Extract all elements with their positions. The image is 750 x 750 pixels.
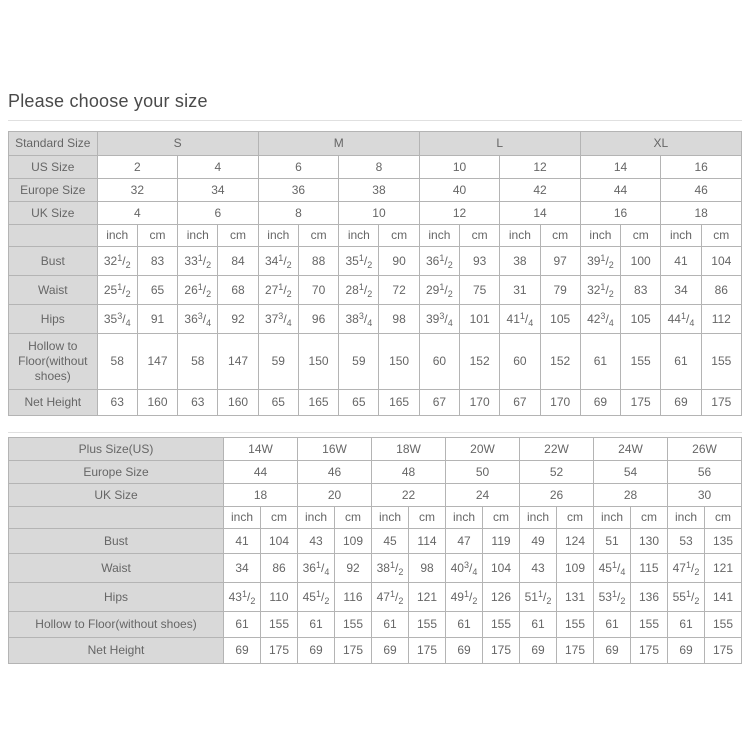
measure-value: 58	[97, 334, 137, 390]
measure-value: 38	[500, 247, 540, 276]
size-value: 4	[97, 202, 178, 225]
unit-label-cm: cm	[218, 225, 258, 247]
table-row	[9, 247, 742, 276]
measure-value: 70	[298, 276, 338, 305]
measure-value: 61	[594, 612, 631, 638]
table-row	[9, 132, 742, 156]
table-row	[9, 202, 742, 225]
row-label: US Size	[9, 156, 98, 179]
measure-value: 119	[483, 529, 520, 554]
unit-label-inch: inch	[500, 225, 540, 247]
size-value: 4	[178, 156, 259, 179]
unit-label-cm: cm	[460, 225, 500, 247]
measure-value: 90	[379, 247, 419, 276]
size-value: 22	[372, 484, 446, 507]
measure-value: $45^1/_4$	[594, 554, 631, 583]
size-value: 6	[178, 202, 259, 225]
measure-value: 60	[419, 334, 459, 390]
unit-label-cm: cm	[705, 507, 742, 529]
size-value: 32	[97, 179, 178, 202]
measure-value: 131	[557, 583, 594, 612]
size-value: 46	[298, 461, 372, 484]
measure-value: 135	[705, 529, 742, 554]
measure-value: 61	[520, 612, 557, 638]
measure-value: 175	[483, 638, 520, 664]
measure-value: 121	[705, 554, 742, 583]
measure-value: 175	[621, 390, 661, 416]
measure-value: 155	[701, 334, 741, 390]
table-divider	[8, 432, 742, 433]
measure-value: 92	[335, 554, 372, 583]
measure-value: $49^1/_2$	[446, 583, 483, 612]
measure-value: 175	[335, 638, 372, 664]
measure-value: 98	[409, 554, 446, 583]
measure-value: 112	[701, 305, 741, 334]
measure-value: $51^1/_2$	[520, 583, 557, 612]
measure-value: 155	[621, 334, 661, 390]
measure-value: 130	[631, 529, 668, 554]
size-group-header: S	[97, 132, 258, 156]
measure-value: $35^1/_2$	[339, 247, 379, 276]
measure-value: 69	[372, 638, 409, 664]
measure-value: 115	[631, 554, 668, 583]
measure-value: 61	[224, 612, 261, 638]
measure-value: 165	[298, 390, 338, 416]
measure-value: 75	[460, 276, 500, 305]
table-row	[9, 225, 742, 247]
measure-value: 61	[446, 612, 483, 638]
measure-value: 86	[701, 276, 741, 305]
measure-value: 155	[261, 612, 298, 638]
measure-value: 34	[661, 276, 701, 305]
unit-label-cm: cm	[701, 225, 741, 247]
measure-value: 67	[500, 390, 540, 416]
unit-label-cm: cm	[261, 507, 298, 529]
measure-value: $44^1/_4$	[661, 305, 701, 334]
measure-value: 165	[379, 390, 419, 416]
measure-value: 69	[594, 638, 631, 664]
measure-value: 114	[409, 529, 446, 554]
unit-label-inch: inch	[97, 225, 137, 247]
measure-value: 110	[261, 583, 298, 612]
measure-value: $38^1/_2$	[372, 554, 409, 583]
size-value: 12	[500, 156, 581, 179]
size-group-header: L	[419, 132, 580, 156]
table-row	[9, 461, 742, 484]
unit-label-inch: inch	[580, 225, 620, 247]
table-row	[9, 529, 742, 554]
measure-value: 88	[298, 247, 338, 276]
unit-label-inch: inch	[661, 225, 701, 247]
row-label: Hollow to Floor(without shoes)	[9, 612, 224, 638]
measure-value: $33^1/_2$	[178, 247, 218, 276]
measure-value: $28^1/_2$	[339, 276, 379, 305]
measure-value: 136	[631, 583, 668, 612]
unit-label-cm: cm	[137, 225, 177, 247]
measure-value: 65	[137, 276, 177, 305]
unit-label-inch: inch	[178, 225, 218, 247]
size-value: 40	[419, 179, 500, 202]
unit-label-inch: inch	[224, 507, 261, 529]
row-label: UK Size	[9, 484, 224, 507]
measure-value: 155	[557, 612, 594, 638]
table-row	[9, 179, 742, 202]
measure-value: 101	[460, 305, 500, 334]
measure-value: 41	[661, 247, 701, 276]
unit-label-inch: inch	[594, 507, 631, 529]
measure-value: 100	[621, 247, 661, 276]
measure-value: $37^3/_4$	[258, 305, 298, 334]
measure-value: 72	[379, 276, 419, 305]
unit-label-inch: inch	[520, 507, 557, 529]
size-value: 24	[446, 484, 520, 507]
measure-value: 59	[339, 334, 379, 390]
measure-value: 126	[483, 583, 520, 612]
measure-value: 147	[137, 334, 177, 390]
size-value: 26W	[668, 438, 742, 461]
measure-value: 175	[701, 390, 741, 416]
size-value: 12	[419, 202, 500, 225]
measure-value: 175	[261, 638, 298, 664]
size-value: 20	[298, 484, 372, 507]
measure-value: $26^1/_2$	[178, 276, 218, 305]
row-label: Europe Size	[9, 461, 224, 484]
unit-label-inch: inch	[372, 507, 409, 529]
measure-value: 152	[460, 334, 500, 390]
unit-label-inch: inch	[419, 225, 459, 247]
unit-label-cm: cm	[409, 507, 446, 529]
row-label: Hips	[9, 305, 98, 334]
row-label: UK Size	[9, 202, 98, 225]
measure-value: 69	[668, 638, 705, 664]
size-value: 16	[661, 156, 742, 179]
measure-value: 104	[483, 554, 520, 583]
measure-value: 160	[218, 390, 258, 416]
measure-value: $47^1/_2$	[668, 554, 705, 583]
measure-value: 65	[258, 390, 298, 416]
measure-value: 49	[520, 529, 557, 554]
standard-size-table	[8, 131, 742, 416]
measure-value: 104	[701, 247, 741, 276]
size-value: 14W	[224, 438, 298, 461]
unit-label-cm: cm	[557, 507, 594, 529]
table-row	[9, 638, 742, 664]
size-value: 48	[372, 461, 446, 484]
measure-value: 155	[335, 612, 372, 638]
size-value: 16W	[298, 438, 372, 461]
unit-label-cm: cm	[540, 225, 580, 247]
measure-value: 160	[137, 390, 177, 416]
row-label: Hollow to Floor(without shoes)	[9, 334, 98, 390]
measure-value: 93	[460, 247, 500, 276]
size-value: 6	[258, 156, 339, 179]
unit-label-cm: cm	[483, 507, 520, 529]
measure-value: 41	[224, 529, 261, 554]
measure-value: $39^3/_4$	[419, 305, 459, 334]
unit-label-inch: inch	[668, 507, 705, 529]
size-value: 26	[520, 484, 594, 507]
measure-value: 152	[540, 334, 580, 390]
measure-value: 84	[218, 247, 258, 276]
table-row	[9, 583, 742, 612]
measure-value: 59	[258, 334, 298, 390]
measure-value: 43	[520, 554, 557, 583]
plus-size-table	[8, 437, 742, 664]
measure-value: 124	[557, 529, 594, 554]
measure-value: $40^3/_4$	[446, 554, 483, 583]
measure-value: 155	[409, 612, 446, 638]
measure-value: 34	[224, 554, 261, 583]
measure-value: 97	[540, 247, 580, 276]
size-value: 44	[580, 179, 661, 202]
size-value: 2	[97, 156, 178, 179]
measure-value: 96	[298, 305, 338, 334]
size-value: 34	[178, 179, 259, 202]
measure-value: 51	[594, 529, 631, 554]
size-value: 18	[661, 202, 742, 225]
unit-label-cm: cm	[631, 507, 668, 529]
size-value: 10	[419, 156, 500, 179]
row-label: Waist	[9, 554, 224, 583]
measure-value: $43^1/_2$	[224, 583, 261, 612]
measure-value: 67	[419, 390, 459, 416]
size-value: 44	[224, 461, 298, 484]
table-row	[9, 276, 742, 305]
size-value: 8	[339, 156, 420, 179]
unit-label-cm: cm	[621, 225, 661, 247]
measure-value: 69	[298, 638, 335, 664]
size-value: 30	[668, 484, 742, 507]
size-value: 46	[661, 179, 742, 202]
measure-value: 109	[557, 554, 594, 583]
unit-label-inch: inch	[298, 507, 335, 529]
measure-value: 69	[661, 390, 701, 416]
measure-value: 53	[668, 529, 705, 554]
size-value: 38	[339, 179, 420, 202]
measure-value: $53^1/_2$	[594, 583, 631, 612]
size-value: 54	[594, 461, 668, 484]
table-row	[9, 507, 742, 529]
size-value: 18	[224, 484, 298, 507]
table-row	[9, 554, 742, 583]
measure-value: 65	[339, 390, 379, 416]
measure-value: 69	[520, 638, 557, 664]
size-value: 22W	[520, 438, 594, 461]
size-value: 8	[258, 202, 339, 225]
measure-value: 175	[705, 638, 742, 664]
size-value: 36	[258, 179, 339, 202]
measure-value: 61	[372, 612, 409, 638]
page-title: Please choose your size	[8, 91, 208, 111]
measure-value: 105	[621, 305, 661, 334]
unit-label-cm: cm	[335, 507, 372, 529]
measure-value: 170	[460, 390, 500, 416]
measure-value: 141	[705, 583, 742, 612]
table-row	[9, 390, 742, 416]
measure-value: $41^1/_4$	[500, 305, 540, 334]
measure-value: $36^3/_4$	[178, 305, 218, 334]
measure-value: $32^1/_2$	[580, 276, 620, 305]
size-value: 20W	[446, 438, 520, 461]
measure-value: 61	[668, 612, 705, 638]
measure-value: 69	[580, 390, 620, 416]
unit-label-inch: inch	[339, 225, 379, 247]
unit-label-inch: inch	[258, 225, 298, 247]
unit-label-inch: inch	[446, 507, 483, 529]
row-label: Bust	[9, 247, 98, 276]
row-label: Bust	[9, 529, 224, 554]
measure-value: $47^1/_2$	[372, 583, 409, 612]
measure-value: 61	[580, 334, 620, 390]
units-row-spacer	[9, 225, 98, 247]
measure-value: 109	[335, 529, 372, 554]
measure-value: $55^1/_2$	[668, 583, 705, 612]
size-value: 16	[580, 202, 661, 225]
measure-value: 155	[631, 612, 668, 638]
table-row	[9, 484, 742, 507]
measure-value: 91	[137, 305, 177, 334]
measure-value: 43	[298, 529, 335, 554]
measure-value: 60	[500, 334, 540, 390]
measure-value: 116	[335, 583, 372, 612]
measure-value: $42^3/_4$	[580, 305, 620, 334]
table-row	[9, 612, 742, 638]
size-value: 10	[339, 202, 420, 225]
measure-value: 63	[178, 390, 218, 416]
corner-label: Standard Size	[9, 132, 98, 156]
units-row-spacer	[9, 507, 224, 529]
measure-value: 155	[705, 612, 742, 638]
measure-value: 150	[379, 334, 419, 390]
measure-value: 147	[218, 334, 258, 390]
measure-value: $45^1/_2$	[298, 583, 335, 612]
measure-value: 150	[298, 334, 338, 390]
size-value: 56	[668, 461, 742, 484]
measure-value: 155	[483, 612, 520, 638]
measure-value: 83	[621, 276, 661, 305]
measure-value: 83	[137, 247, 177, 276]
measure-value: $36^1/_2$	[419, 247, 459, 276]
table-row	[9, 438, 742, 461]
measure-value: $34^1/_2$	[258, 247, 298, 276]
measure-value: $27^1/_2$	[258, 276, 298, 305]
row-label: Europe Size	[9, 179, 98, 202]
size-value: 18W	[372, 438, 446, 461]
measure-value: $39^1/_2$	[580, 247, 620, 276]
measure-value: $36^1/_4$	[298, 554, 335, 583]
size-value: 50	[446, 461, 520, 484]
measure-value: 104	[261, 529, 298, 554]
measure-value: 98	[379, 305, 419, 334]
measure-value: 47	[446, 529, 483, 554]
row-label: Net Height	[9, 390, 98, 416]
unit-label-cm: cm	[298, 225, 338, 247]
table-row	[9, 156, 742, 179]
size-value: 24W	[594, 438, 668, 461]
measure-value: $35^3/_4$	[97, 305, 137, 334]
row-label: Plus Size(US)	[9, 438, 224, 461]
measure-value: 86	[261, 554, 298, 583]
measure-value: 69	[224, 638, 261, 664]
measure-value: 45	[372, 529, 409, 554]
row-label: Waist	[9, 276, 98, 305]
table-row	[9, 305, 742, 334]
table-row	[9, 334, 742, 390]
row-label: Hips	[9, 583, 224, 612]
measure-value: 175	[409, 638, 446, 664]
measure-value: 121	[409, 583, 446, 612]
measure-value: 92	[218, 305, 258, 334]
measure-value: 175	[631, 638, 668, 664]
measure-value: 175	[557, 638, 594, 664]
measure-value: 61	[298, 612, 335, 638]
size-value: 52	[520, 461, 594, 484]
measure-value: $29^1/_2$	[419, 276, 459, 305]
size-group-header: XL	[580, 132, 741, 156]
title-divider	[8, 120, 742, 121]
size-value: 14	[500, 202, 581, 225]
size-group-header: M	[258, 132, 419, 156]
measure-value: 61	[661, 334, 701, 390]
measure-value: 58	[178, 334, 218, 390]
measure-value: 69	[446, 638, 483, 664]
size-value: 14	[580, 156, 661, 179]
measure-value: 68	[218, 276, 258, 305]
size-value: 28	[594, 484, 668, 507]
measure-value: 170	[540, 390, 580, 416]
row-label: Net Height	[9, 638, 224, 664]
measure-value: $32^1/_2$	[97, 247, 137, 276]
size-value: 42	[500, 179, 581, 202]
unit-label-cm: cm	[379, 225, 419, 247]
measure-value: 105	[540, 305, 580, 334]
measure-value: $25^1/_2$	[97, 276, 137, 305]
measure-value: 79	[540, 276, 580, 305]
measure-value: 63	[97, 390, 137, 416]
measure-value: $38^3/_4$	[339, 305, 379, 334]
measure-value: 31	[500, 276, 540, 305]
